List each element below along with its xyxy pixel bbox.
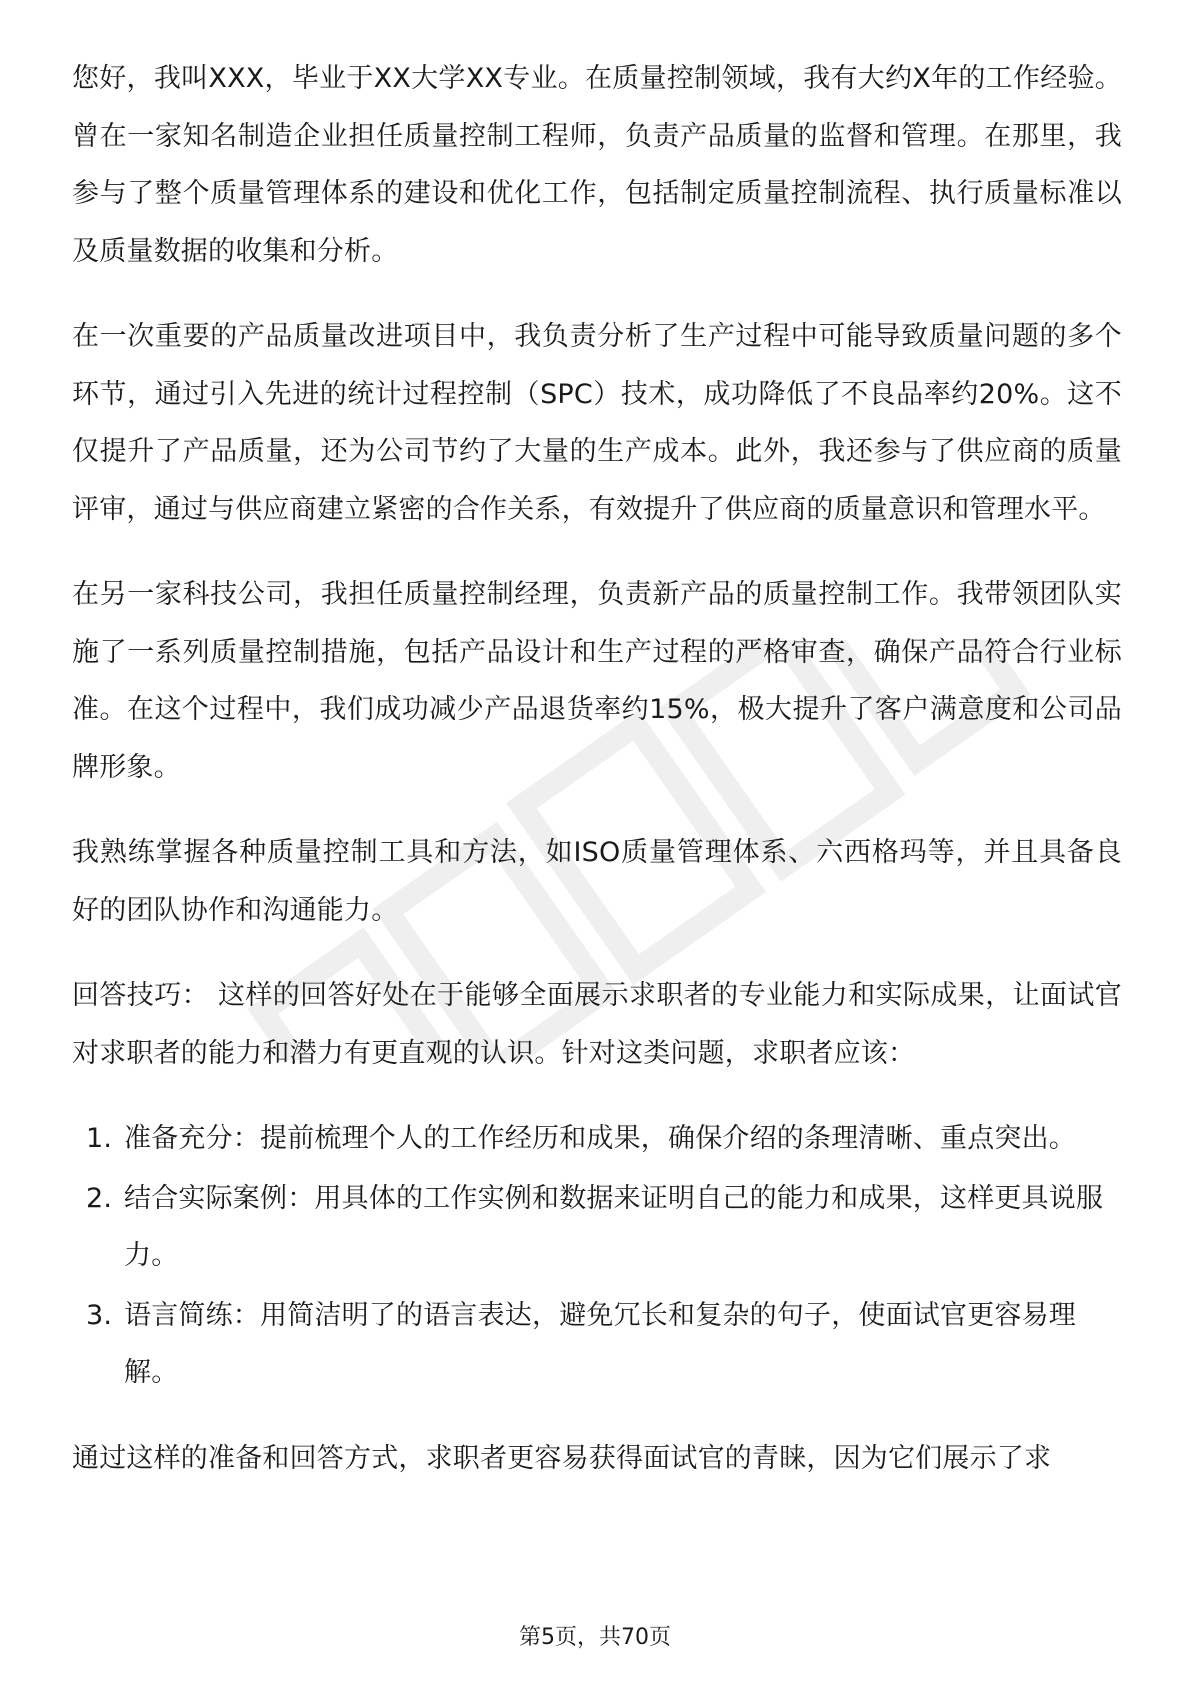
paragraph-skills: 我熟练掌握各种质量控制工具和方法，如ISO质量管理体系、六西格玛等，并且具备良好的团队协作和沟通能力。 [72,837,1122,926]
list-item [72,1170,1122,1285]
paragraph-tech-company: 在另一家科技公司，我担任质量控制经理，负责新产品的质量控制工作。我带领团队实施了一系列质量控制措施，包括产品设计和生产过程的严格审查，确保产品符合行业标准。在这个过程中，我们成功减少产品退货率约15%，极大提升了客户满意度和公司品牌形象。 [72,579,1122,783]
paragraph-intro: 您好，我叫XXX，毕业于XX大学XX专业。在质量控制领域，我有大约X年的工作经验。曾在一家知名制造企业担任质量控制工程师，负责产品质量的监督和管理。在那里，我参与了整个质量管理体系的建设和优化工作，包括制定质量控制流程、执行质量标准以及质量数据的收集和分析。 [72,63,1122,267]
list-number: 3. [86,1299,113,1331]
list-number: 2. [86,1182,113,1214]
list-number: 1. [86,1123,113,1154]
list-item [72,1110,1122,1168]
paragraph-project: 在一次重要的产品质量改进项目中，我负责分析了生产过程中可能导致质量问题的多个环节，通过引入先进的统计过程控制（SPC）技术，成功降低了不良品率约20%。这不仅提升了产品质量，还为公司节约了大量的生产成本。此外，我还参与了供应商的质量评审，通过与供应商建立紧密的合作关系，有效提升了供应商的质量意识和管理水平。 [72,321,1122,525]
list-item [72,1287,1122,1402]
list-item-text: 准备充分：提前梳理个人的工作经历和成果，确保介绍的条理清晰、重点突出。 [124,1123,1076,1154]
document-body [72,50,1122,1515]
paragraph-answer-tips: 回答技巧： 这样的回答好处在于能够全面展示求职者的专业能力和实际成果，让面试官对求职者的能力和潜力有更直观的认识。针对这类问题，求职者应该： [72,980,1122,1069]
tips-list [72,1110,1122,1402]
list-item-text: 语言简练：用简洁明了的语言表达，避免冗长和复杂的句子，使面试官更容易理解。 [124,1299,1076,1388]
paragraph-closing: 通过这样的准备和回答方式，求职者更容易获得面试官的青睐，因为它们展示了求 [72,1442,1052,1474]
page-number: 第5页，共70页 [519,1625,671,1650]
list-item-text: 结合实际案例：用具体的工作实例和数据来证明自己的能力和成果，这样更具说服力。 [124,1182,1104,1271]
